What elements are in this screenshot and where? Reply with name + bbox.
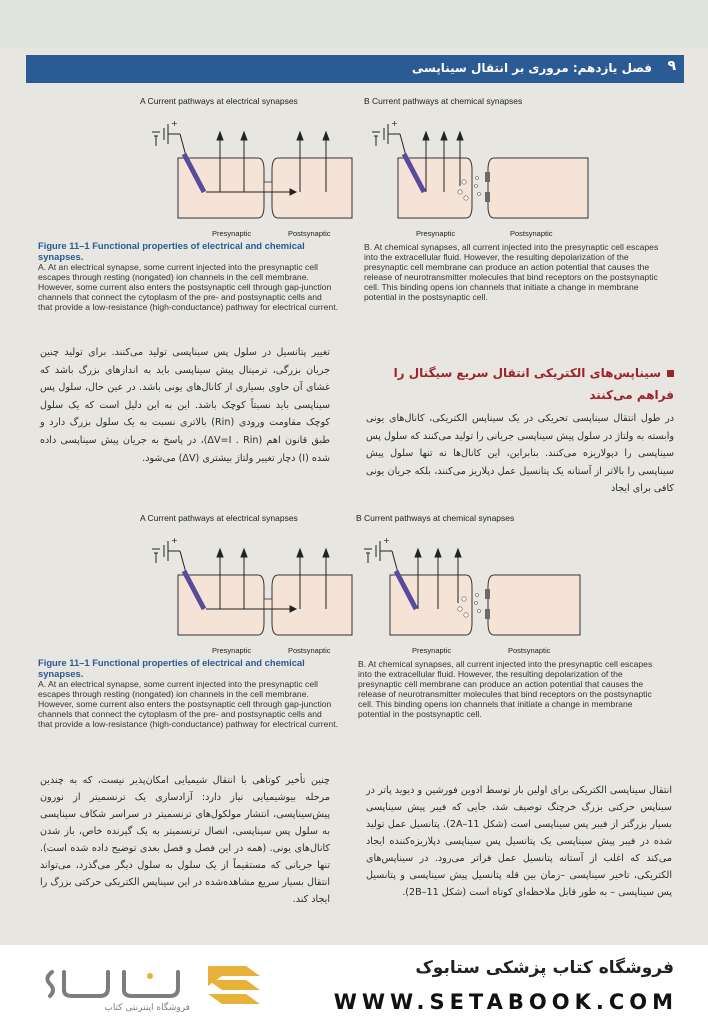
section-bullet-icon	[667, 370, 674, 377]
presynaptic-label-mid: Presynaptic	[212, 646, 252, 655]
svg-text:+: +	[171, 536, 178, 545]
figure-b-mid	[356, 513, 586, 663]
caption-b-text-mid: B. At chemical synapses, all current injected into the presynaptic cell escapes into the extracellular fluid. However, the resulting depolarization of the presynaptic cell membrane can produce an action potential that causes the release of neurotransmitter molecules that bind receptors on the postsynaptic cell. This binding opens ion channels that initiate a change in membrane potential in the postsynaptic cell.	[358, 659, 653, 720]
figure-b-caption-mid: B Current pathways at chemical synapses	[356, 513, 515, 523]
logo-subtitle: فروشگاه اینترنتی کتاب	[104, 1003, 190, 1012]
persian-paragraph-right-2: انتقال سیناپسی الکتریکی برای اولین بار توسط ادوین فورشین و دیوید پاتر در سیناپس حرکتی بزرگ خرچنگ توصیف شد، جایی که فیبر پیش سیناپسی بسیار بزرگتر از فیبر پس سیناپسی است (شکل 11–2A). پتانسیل عمل تولید شده در فیبر پیش سیناپسی یک پتانسیل پس سیناپسی دپلاریزه‌کننده ایجاد می‌کند که اغلب از آستانه پتانسیل عمل فراتر می‌رود. در سیناپس‌های الکتریکی، تاخیر سیناپسی –زمان بین قله پتانسیل پیش سیناپسی و پتانسیل پس سیناپسی – به طور قابل ملاحظه‌ای کوتاه است (شکل 11–2B).	[366, 785, 672, 898]
figure-b-caption: B Current pathways at chemical synapses	[364, 96, 523, 106]
top-strip	[0, 0, 708, 48]
chemical-synapse-diagram	[364, 106, 594, 246]
section-heading	[362, 362, 674, 406]
presynaptic-label-mid-b: Presynaptic	[412, 646, 452, 655]
figure-a-mid	[140, 513, 360, 663]
shop-url: WWW.SETABOOK.COM	[333, 990, 678, 1014]
postsynaptic-label: Postsynaptic	[288, 229, 331, 238]
figure-caption-a-mid	[38, 657, 338, 729]
figure-a-top	[140, 96, 360, 246]
presynaptic-label-b: Presynaptic	[416, 229, 456, 238]
page-number: ۹	[667, 58, 676, 74]
figure-a-caption-mid: A Current pathways at electrical synapses	[140, 513, 298, 523]
electrical-synapse-diagram-mid	[140, 523, 360, 663]
persian-paragraph-left-1: تغییر پتانسیل در سلول پس سیناپسی تولید می‌کنند. برای تولید چنین جریان بزرگی، ترمینال پیش سیناپسی باید به اندازهای بزرگ باشد که غشای آن حاوی بسیاری از کانال‌های یونی باشد. در عین حال، سلول پس سیناپسی باید نسبتاً کوچک باشد. این به این دلیل است که یک سلول کوچک مقاومت ورودی (Rin) بالاتری نسبت به یک سلول بزرگ دارد و طبق قانون اهم (ΔV=I . Rin)، در پاسخ به جریان پیش سیناپسی داده شده (I) دچار تغییر ولتاژ بیشتری (ΔV) می‌شود.	[40, 347, 330, 464]
section-heading-text: سیناپس‌های الکتریکی انتقال سریع سیگنال را فراهم می‌کنند	[393, 366, 674, 402]
figure-title: Figure 11–1 Functional properties of electrical and chemical synapses.	[38, 240, 305, 262]
caption-a-text-mid: A. At an electrical synapse, some current injected into the presynaptic cell escapes through resting (nongated) ion channels in the cell membrane. However, some current also enters the postsynaptic cell through gap-junction channels that connect the cytoplasm of the pre- and postsynaptic cells and that provide a low-resistance (high-conductance) pathway for electrical current.	[38, 679, 338, 730]
shop-name: فروشگاه کتاب پزشکی ستابوک	[415, 958, 674, 978]
electrical-synapse-diagram	[140, 106, 360, 246]
persian-paragraph-left-2: چنین تأخیر کوتاهی با انتقال شیمیایی امکان‌پذیر نیست، که به چندین مرحله بیوشیمیایی نیاز دارد: آزادسازی یک ترنسمیتر از نورون پیش‌سیناپسی، انتشار مولکول‌های ترنسمیتر در سراسر شکاف سیناپسی به سلول پس سیناپسی، اتصال ترنسمیتر به یک گیرنده خاص، باز شدن کانال‌های یونی. (همه در این فصل و فصل بعدی توضیح داده شده است). تنها جریانی که مستقیماً از یک سلول به سلول دیگر می‌گذرد، می‌تواند انتقال بسیار سریع مشاهده‌شده در این سیناپس الکتریکی حرکتی بزرگ را ایجاد کند.	[40, 775, 330, 905]
postsynaptic-label-mid-b: Postsynaptic	[508, 646, 551, 655]
persian-paragraph-right-1: در طول انتقال سیناپسی تحریکی در یک سیناپس الکتریکی، کانال‌های یونی وابسته به ولتاژ در سلول پیش سیناپسی جریانی را تولید می‌کنند که سلول پس سیناپسی را دپولاریزه می‌کنند. بنابراین، این کانال‌ها نه تنها سلول پیش سیناپسی را بالاتر از آستانه یک پتانسیل عمل دپلاریز می‌کنند، بلکه جریان یونی کافی برای ایجاد	[366, 413, 674, 495]
postsynaptic-label-b: Postsynaptic	[510, 229, 553, 238]
figure-a-caption: A Current pathways at electrical synapses	[140, 96, 298, 106]
chapter-header	[26, 55, 684, 83]
figure-caption-b-top	[364, 242, 664, 303]
svg-text:+: +	[171, 119, 178, 128]
figure-caption-a-top	[38, 240, 338, 312]
postsynaptic-label-mid: Postsynaptic	[288, 646, 331, 655]
chapter-title: فصل یازدهم: مروری بر انتقال سیناپسی	[411, 61, 652, 75]
caption-b-text: B. At chemical synapses, all current injected into the presynaptic cell escapes into the extracellular fluid. However, the resulting depolarization of the presynaptic cell membrane can produce an action potential that causes the release of neurotransmitter molecules that bind receptors on the postsynaptic cell. This binding opens ion channels that initiate a change in membrane potential in the postsynaptic cell.	[364, 242, 659, 303]
setabook-logo	[40, 962, 270, 1012]
figure-title-mid: Figure 11–1 Functional properties of electrical and chemical synapses.	[38, 657, 305, 679]
figure-b-top	[364, 96, 594, 246]
presynaptic-label: Presynaptic	[212, 229, 252, 238]
figure-caption-b-mid	[358, 659, 664, 720]
chemical-synapse-diagram-mid	[356, 523, 586, 663]
svg-text:+: +	[391, 119, 398, 128]
svg-text:+: +	[383, 536, 390, 545]
caption-a-text: A. At an electrical synapse, some current injected into the presynaptic cell escapes through resting (nongated) ion channels in the cell membrane. However, some current also enters the postsynaptic cell through gap-junction channels that connect the cytoplasm of the pre- and postsynaptic cells and that provide a low-resistance (high-conductance) pathway for electrical current.	[38, 262, 338, 313]
